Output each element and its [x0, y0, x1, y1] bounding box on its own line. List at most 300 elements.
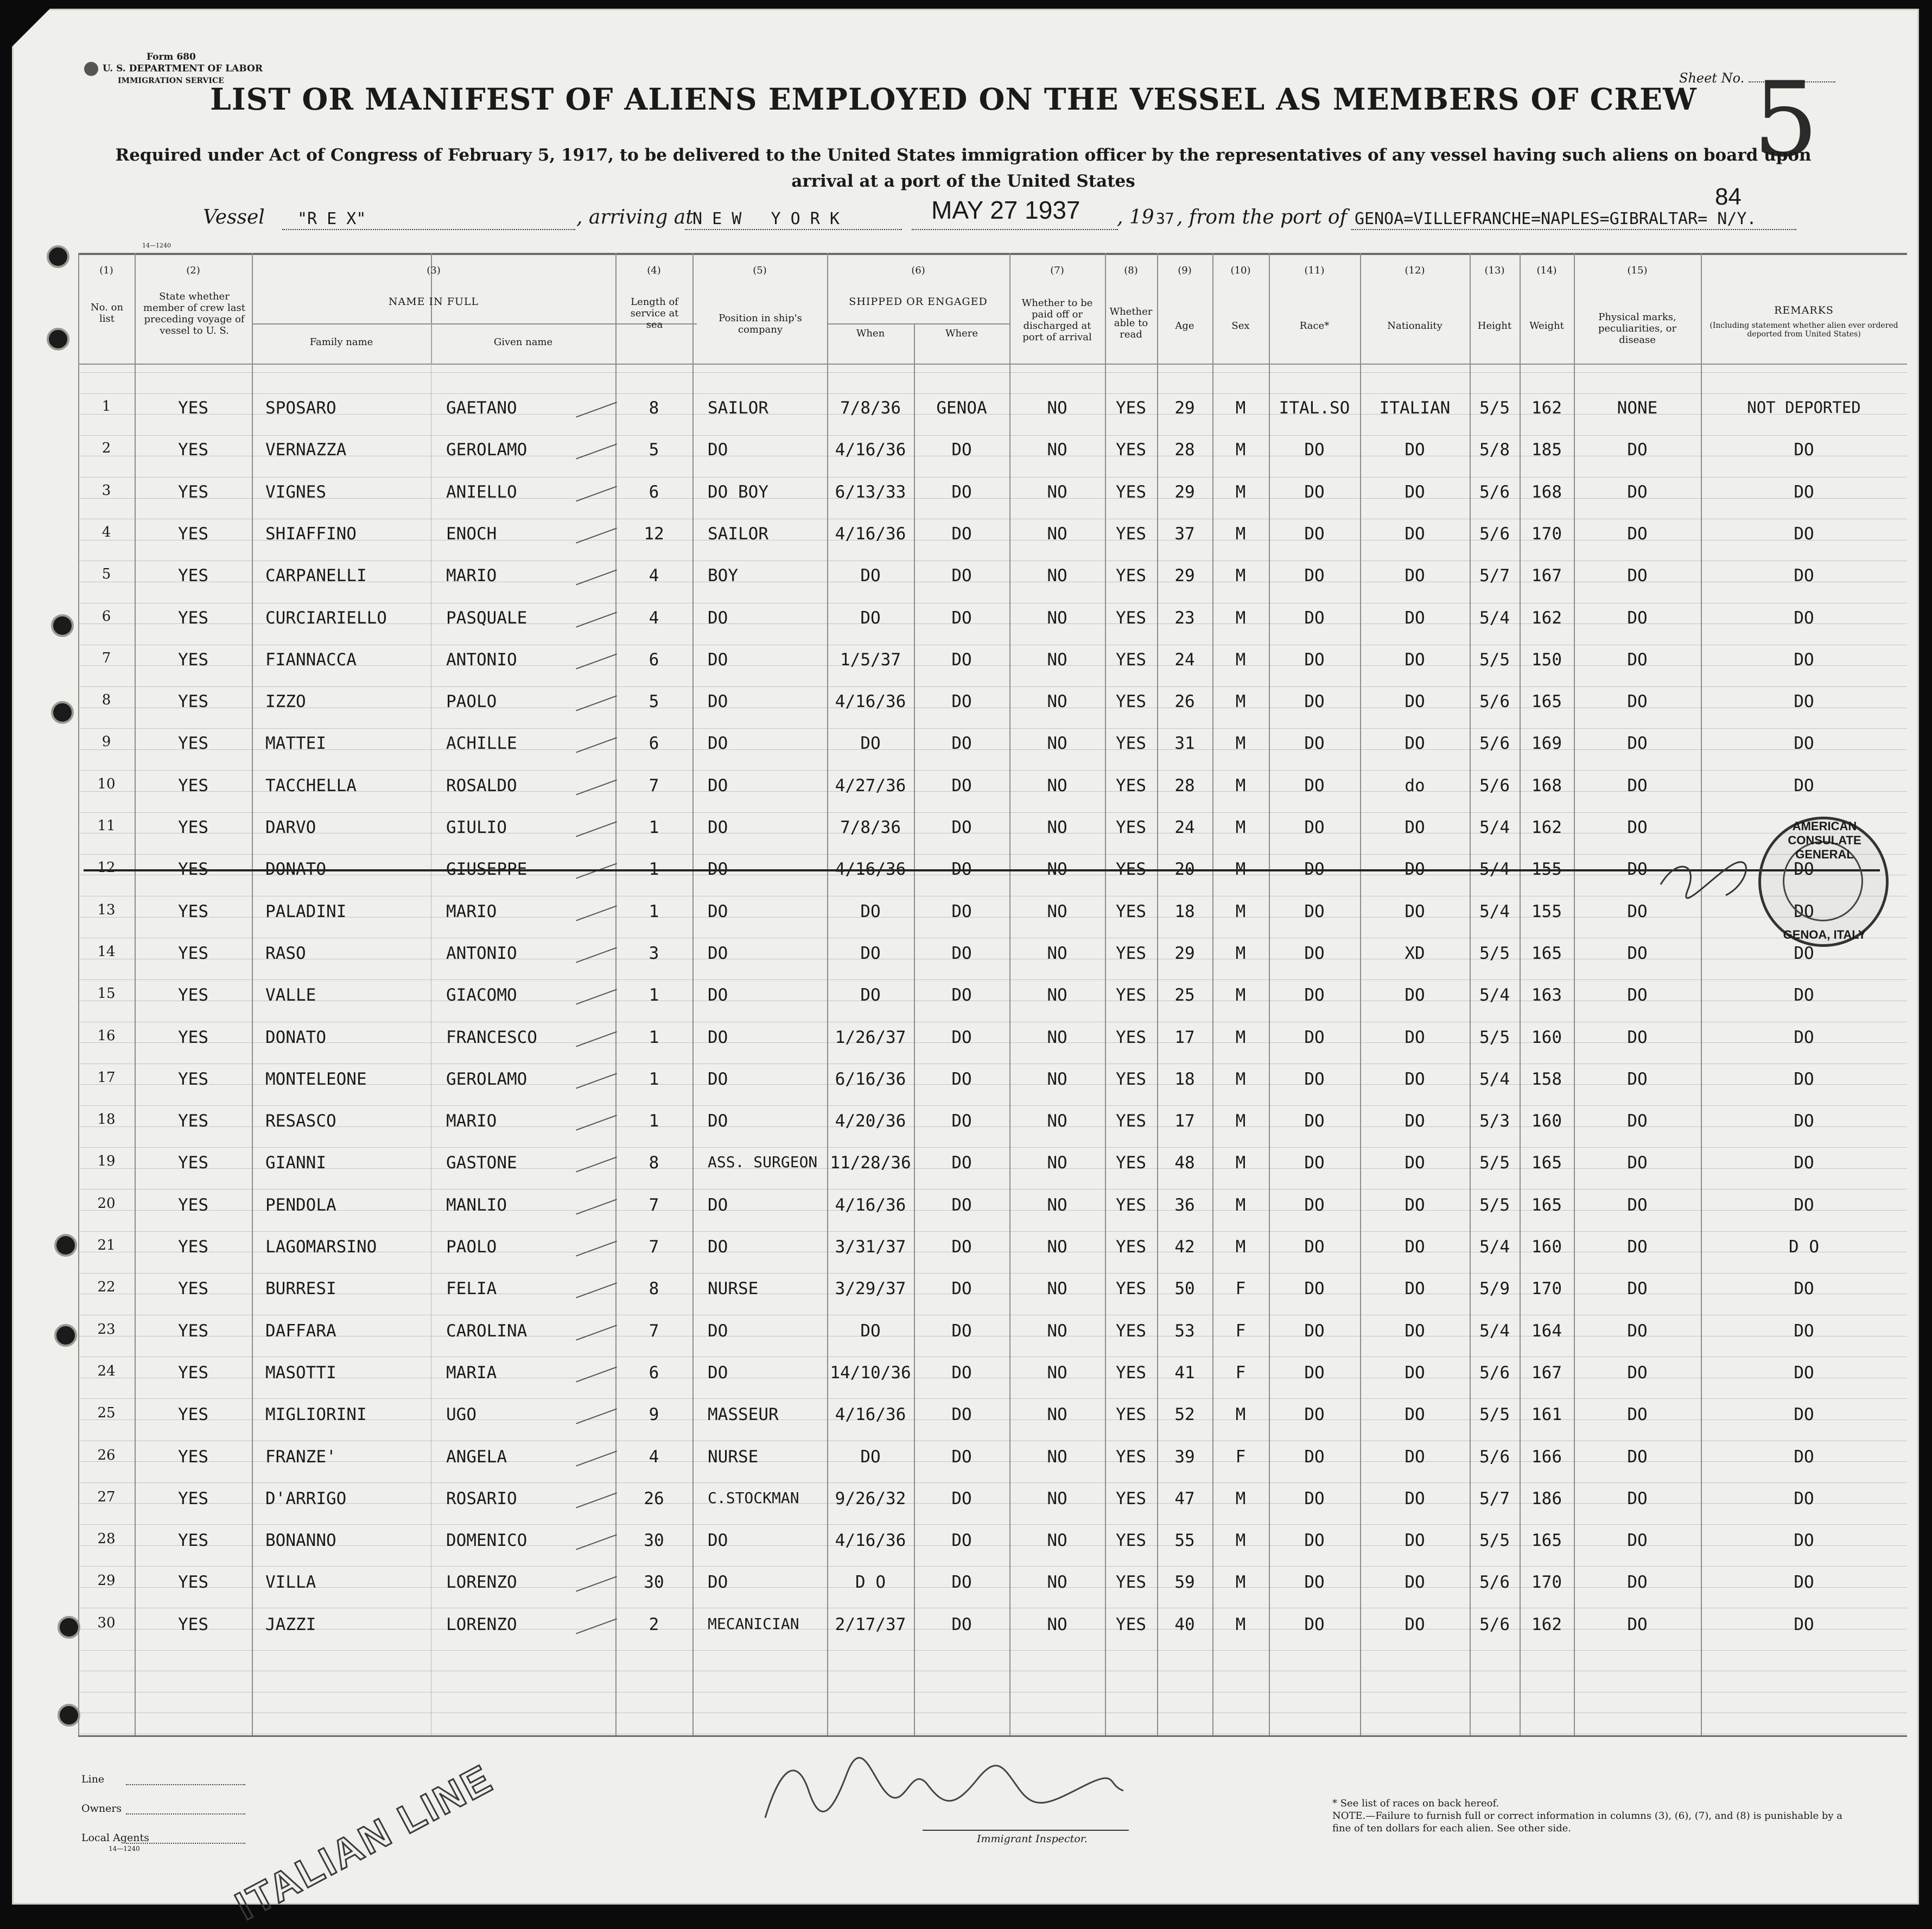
- service-length-cell: 1: [649, 901, 659, 921]
- last-voyage-cell: YES: [178, 524, 208, 544]
- age-cell: 23: [1174, 608, 1195, 628]
- age-cell: 17: [1174, 1111, 1195, 1131]
- sex-cell: M: [1235, 1195, 1246, 1215]
- row-number: 25: [97, 1405, 116, 1422]
- sex-cell: M: [1235, 1488, 1246, 1508]
- remarks-cell: DO: [1794, 1027, 1814, 1047]
- able-to-read-cell: YES: [1116, 566, 1146, 586]
- table-row: [78, 1028, 1907, 1049]
- age-cell: 29: [1174, 398, 1195, 418]
- col-nationality: Nationality: [1387, 320, 1442, 332]
- race-cell: DO: [1304, 650, 1325, 670]
- table-row: [78, 1321, 1907, 1343]
- remarks-cell: DO: [1794, 1069, 1814, 1089]
- shipped-when-cell: 6/13/33: [835, 482, 906, 502]
- weight-cell: 186: [1531, 1488, 1562, 1508]
- last-voyage-cell: YES: [178, 1573, 208, 1593]
- position-cell: DO: [708, 901, 728, 921]
- given-name-cell: ANIELLO: [446, 482, 517, 502]
- able-to-read-cell: YES: [1116, 398, 1146, 418]
- col-given-name: Given name: [493, 336, 553, 348]
- shipped-when-cell: 7/8/36: [840, 818, 901, 837]
- col-number: (6): [911, 265, 925, 276]
- arriving-label: , arriving at: [576, 206, 694, 228]
- col-number: (4): [647, 265, 661, 276]
- col-number: (14): [1536, 265, 1557, 276]
- shipped-when-cell: D O: [855, 1573, 886, 1593]
- paid-off-cell: NO: [1047, 1195, 1067, 1215]
- weight-cell: 169: [1531, 734, 1562, 754]
- shipped-where-cell: DO: [951, 566, 972, 586]
- given-name-cell: MARIO: [446, 901, 497, 921]
- owners-label: Owners: [81, 1803, 122, 1815]
- shipped-where-cell: DO: [951, 650, 972, 670]
- weight-cell: 162: [1531, 398, 1562, 418]
- footer-form-code: 14—1240: [109, 1845, 140, 1852]
- remarks-cell: DO: [1794, 440, 1814, 460]
- shipped-when-cell: 4/16/36: [835, 692, 906, 712]
- age-cell: 29: [1174, 566, 1195, 586]
- service-length-cell: 8: [649, 1153, 659, 1173]
- service-length-cell: 26: [644, 1488, 664, 1508]
- physical-marks-cell: DO: [1627, 566, 1648, 586]
- sex-cell: M: [1235, 1573, 1246, 1593]
- position-cell: DO: [708, 1573, 728, 1593]
- weight-cell: 162: [1531, 818, 1562, 837]
- family-name-cell: PALADINI: [265, 901, 347, 921]
- position-cell: DO: [708, 1069, 728, 1089]
- able-to-read-cell: YES: [1116, 608, 1146, 628]
- shipped-where-cell: DO: [951, 1531, 972, 1551]
- row-number: 8: [101, 692, 111, 709]
- nationality-cell: DO: [1404, 1614, 1425, 1634]
- punch-hole: [54, 1234, 77, 1257]
- position-cell: DO: [708, 860, 728, 880]
- weight-cell: 160: [1531, 1111, 1562, 1131]
- given-name-cell: FELIA: [446, 1279, 497, 1299]
- crew-table: [78, 253, 1907, 1735]
- punch-hole: [54, 1324, 77, 1347]
- table-row: [78, 1573, 1907, 1594]
- race-cell: DO: [1304, 440, 1325, 460]
- table-row: [78, 398, 1907, 420]
- family-name-cell: MASOTTI: [265, 1363, 336, 1383]
- remarks-cell: DO: [1794, 985, 1814, 1005]
- able-to-read-cell: YES: [1116, 1405, 1146, 1425]
- last-voyage-cell: YES: [178, 1614, 208, 1634]
- able-to-read-cell: YES: [1116, 734, 1146, 754]
- weight-cell: 155: [1531, 860, 1562, 880]
- able-to-read-cell: YES: [1116, 818, 1146, 837]
- physical-marks-cell: DO: [1627, 1279, 1648, 1299]
- age-cell: 53: [1174, 1321, 1195, 1341]
- family-name-cell: DARVO: [265, 818, 316, 837]
- table-row: [78, 944, 1907, 965]
- department-name: U. S. DEPARTMENT OF LABOR: [103, 63, 263, 74]
- col-length-of-service: Length of service at sea: [630, 296, 679, 330]
- position-cell: ASS. SURGEON: [708, 1153, 818, 1172]
- height-cell: 5/6: [1479, 1614, 1510, 1634]
- family-name-cell: SHIAFFINO: [265, 524, 357, 544]
- shipped-where-cell: DO: [951, 985, 972, 1005]
- service-length-cell: 7: [649, 775, 659, 795]
- remarks-cell: DO: [1794, 1447, 1814, 1467]
- physical-marks-cell: DO: [1627, 1488, 1648, 1508]
- race-cell: DO: [1304, 1321, 1325, 1341]
- position-cell: DO: [708, 1027, 728, 1047]
- inspector-label: Immigrant Inspector.: [977, 1833, 1088, 1845]
- sex-cell: F: [1235, 1279, 1246, 1299]
- row-number: 23: [97, 1321, 116, 1338]
- col-weight: Weight: [1529, 320, 1564, 332]
- remarks-cell: DO: [1794, 608, 1814, 628]
- punch-hole: [51, 701, 74, 724]
- row-number: 3: [101, 482, 111, 499]
- position-cell: DO: [708, 775, 728, 795]
- physical-marks-cell: DO: [1627, 524, 1648, 544]
- height-cell: 5/5: [1479, 398, 1510, 418]
- weight-cell: 163: [1531, 985, 1562, 1005]
- height-cell: 5/6: [1479, 482, 1510, 502]
- shipped-when-cell: 3/29/37: [835, 1279, 906, 1299]
- service-length-cell: 6: [649, 1363, 659, 1383]
- service-length-cell: 5: [649, 440, 659, 460]
- given-name-cell: MARIO: [446, 566, 497, 586]
- race-cell: DO: [1304, 1573, 1325, 1593]
- sex-cell: M: [1235, 943, 1246, 963]
- shipped-when-cell: DO: [860, 901, 881, 921]
- height-cell: 5/5: [1479, 1531, 1510, 1551]
- weight-cell: 167: [1531, 1363, 1562, 1383]
- position-cell: DO: [708, 440, 728, 460]
- row-number: 28: [97, 1531, 116, 1548]
- position-cell: DO: [708, 1195, 728, 1215]
- able-to-read-cell: YES: [1116, 1447, 1146, 1467]
- shipped-when-cell: 1/26/37: [835, 1027, 906, 1047]
- remarks-cell: DO: [1794, 1488, 1814, 1508]
- service-length-cell: 1: [649, 985, 659, 1005]
- height-cell: 5/6: [1479, 734, 1510, 754]
- shipped-when-cell: DO: [860, 566, 881, 586]
- position-cell: DO: [708, 650, 728, 670]
- table-row: [78, 1111, 1907, 1133]
- col-height: Height: [1477, 320, 1512, 332]
- remarks-cell: DO: [1794, 1363, 1814, 1383]
- shipped-when-cell: DO: [860, 1447, 881, 1467]
- remarks-cell: D O: [1789, 1237, 1819, 1257]
- physical-marks-cell: DO: [1627, 608, 1648, 628]
- given-name-cell: DOMENICO: [446, 1531, 528, 1551]
- able-to-read-cell: YES: [1116, 1488, 1146, 1508]
- remarks-cell: DO: [1794, 524, 1814, 544]
- last-voyage-cell: YES: [178, 860, 208, 880]
- family-name-cell: BURRESI: [265, 1279, 336, 1299]
- shipped-when-cell: 4/16/36: [835, 1531, 906, 1551]
- line-label: Line: [81, 1773, 105, 1785]
- family-name-cell: VALLE: [265, 985, 316, 1005]
- sex-cell: M: [1235, 1237, 1246, 1257]
- paid-off-cell: NO: [1047, 1153, 1067, 1173]
- shipped-where-cell: DO: [951, 524, 972, 544]
- age-cell: 18: [1174, 901, 1195, 921]
- nationality-cell: DO: [1404, 1321, 1425, 1341]
- col-shipped-or-engaged: SHIPPED OR ENGAGED: [849, 296, 988, 308]
- table-row: [78, 1363, 1907, 1385]
- able-to-read-cell: YES: [1116, 524, 1146, 544]
- paid-off-cell: NO: [1047, 1405, 1067, 1425]
- able-to-read-cell: YES: [1116, 482, 1146, 502]
- row-number: 17: [97, 1069, 116, 1086]
- row-number: 6: [101, 608, 111, 625]
- height-cell: 5/5: [1479, 650, 1510, 670]
- weight-cell: 170: [1531, 1573, 1562, 1593]
- sex-cell: M: [1235, 1111, 1246, 1131]
- given-name-cell: GASTONE: [446, 1153, 517, 1173]
- vessel-name: "R E X": [297, 209, 366, 228]
- last-voyage-cell: YES: [178, 566, 208, 586]
- position-cell: SAILOR: [708, 524, 768, 544]
- nationality-cell: DO: [1404, 1447, 1425, 1467]
- position-cell: NURSE: [708, 1279, 759, 1299]
- sex-cell: M: [1235, 524, 1246, 544]
- nationality-cell: do: [1404, 775, 1425, 795]
- height-cell: 5/6: [1479, 524, 1510, 544]
- paid-off-cell: NO: [1047, 943, 1067, 963]
- position-cell: C.STOCKMAN: [708, 1488, 799, 1507]
- height-cell: 5/3: [1479, 1111, 1510, 1131]
- last-voyage-cell: YES: [178, 1111, 208, 1131]
- able-to-read-cell: YES: [1116, 1153, 1146, 1173]
- family-name-cell: CURCIARIELLO: [265, 608, 387, 628]
- able-to-read-cell: YES: [1116, 860, 1146, 880]
- height-cell: 5/4: [1479, 901, 1510, 921]
- able-to-read-cell: YES: [1116, 1363, 1146, 1383]
- able-to-read-cell: YES: [1116, 775, 1146, 795]
- age-cell: 52: [1174, 1405, 1195, 1425]
- service-name: IMMIGRATION SERVICE: [118, 77, 224, 85]
- able-to-read-cell: YES: [1116, 1614, 1146, 1634]
- shipped-when-cell: 14/10/36: [830, 1363, 911, 1383]
- height-cell: 5/6: [1479, 1363, 1510, 1383]
- age-cell: 25: [1174, 985, 1195, 1005]
- col-number: (2): [186, 265, 200, 276]
- given-name-cell: PAOLO: [446, 1237, 497, 1257]
- physical-marks-cell: DO: [1627, 1447, 1648, 1467]
- age-cell: 48: [1174, 1153, 1195, 1173]
- weight-cell: 168: [1531, 482, 1562, 502]
- position-cell: SAILOR: [708, 398, 768, 418]
- consulate-stamp-bottom: GENOA, ITALY: [1783, 928, 1866, 941]
- last-voyage-cell: YES: [178, 943, 208, 963]
- col-number: (5): [753, 265, 767, 276]
- shipped-when-cell: 7/8/36: [840, 398, 901, 418]
- col-able-to-read: Whether able to read: [1109, 306, 1153, 340]
- shipped-where-cell: DO: [951, 1614, 972, 1634]
- position-cell: BOY: [708, 566, 738, 586]
- paid-off-cell: NO: [1047, 985, 1067, 1005]
- paid-off-cell: NO: [1047, 1573, 1067, 1593]
- weight-cell: 161: [1531, 1405, 1562, 1425]
- given-name-cell: GEROLAMO: [446, 1069, 528, 1089]
- remarks-cell: DO: [1794, 1405, 1814, 1425]
- sex-cell: M: [1235, 775, 1246, 795]
- able-to-read-cell: YES: [1116, 1573, 1146, 1593]
- race-cell: DO: [1304, 1488, 1325, 1508]
- physical-marks-cell: DO: [1627, 943, 1648, 963]
- last-voyage-cell: YES: [178, 1405, 208, 1425]
- physical-marks-cell: DO: [1627, 1027, 1648, 1047]
- col-no-on-list: No. on list: [90, 302, 124, 324]
- nationality-cell: DO: [1404, 985, 1425, 1005]
- paid-off-cell: NO: [1047, 775, 1067, 795]
- given-name-cell: MARIO: [446, 1111, 497, 1131]
- shipped-where-cell: DO: [951, 692, 972, 712]
- col-number: (8): [1124, 265, 1138, 276]
- shipped-when-cell: 4/20/36: [835, 1111, 906, 1131]
- date-stamp: MAY 27 1937: [931, 196, 1081, 224]
- physical-marks-cell: DO: [1627, 775, 1648, 795]
- sex-cell: M: [1235, 566, 1246, 586]
- age-cell: 24: [1174, 818, 1195, 837]
- nationality-cell: DO: [1404, 1405, 1425, 1425]
- weight-cell: 160: [1531, 1237, 1562, 1257]
- race-cell: DO: [1304, 524, 1325, 544]
- col-number: (7): [1050, 265, 1064, 276]
- age-cell: 29: [1174, 943, 1195, 963]
- paid-off-cell: NO: [1047, 1111, 1067, 1131]
- family-name-cell: RESASCO: [265, 1111, 336, 1131]
- shipped-where-cell: DO: [951, 1279, 972, 1299]
- nationality-cell: XD: [1404, 943, 1425, 963]
- year-prefix: , 19: [1117, 206, 1154, 228]
- sex-cell: M: [1235, 1614, 1246, 1634]
- given-name-cell: MARIA: [446, 1363, 497, 1383]
- paid-off-cell: NO: [1047, 1321, 1067, 1341]
- remarks-cell: DO: [1794, 1279, 1814, 1299]
- col-number: (13): [1484, 265, 1505, 276]
- nationality-cell: DO: [1404, 1279, 1425, 1299]
- weight-cell: 165: [1531, 943, 1562, 963]
- race-cell: DO: [1304, 1279, 1325, 1299]
- row-number: 21: [97, 1237, 116, 1253]
- service-length-cell: 6: [649, 482, 659, 502]
- service-length-cell: 1: [649, 1027, 659, 1047]
- shipped-when-cell: 4/16/36: [835, 524, 906, 544]
- family-name-cell: VILLA: [265, 1573, 316, 1593]
- nationality-cell: DO: [1404, 1111, 1425, 1131]
- shipped-where-cell: DO: [951, 1153, 972, 1173]
- row-number: 10: [97, 775, 116, 792]
- nationality-cell: DO: [1404, 901, 1425, 921]
- footer-note: [1332, 1797, 1842, 1835]
- given-name-cell: FRANCESCO: [446, 1027, 537, 1047]
- family-name-cell: FIANNACCA: [265, 650, 357, 670]
- paid-off-cell: NO: [1047, 1363, 1067, 1383]
- shipped-where-cell: DO: [951, 1405, 972, 1425]
- shipped-where-cell: DO: [951, 1237, 972, 1257]
- table-row: [78, 482, 1907, 504]
- sex-cell: M: [1235, 1069, 1246, 1089]
- sex-cell: M: [1235, 818, 1246, 837]
- height-cell: 5/4: [1479, 1321, 1510, 1341]
- col-where: Where: [945, 328, 978, 339]
- service-length-cell: 3: [649, 943, 659, 963]
- paid-off-cell: NO: [1047, 818, 1067, 837]
- local-agents-label: Local Agents: [81, 1832, 149, 1844]
- page-number: 84: [1715, 183, 1742, 210]
- shipped-where-cell: DO: [951, 860, 972, 880]
- shipped-when-cell: 4/16/36: [835, 1195, 906, 1215]
- table-row: [78, 1447, 1907, 1469]
- race-cell: DO: [1304, 1447, 1325, 1467]
- paid-off-cell: NO: [1047, 692, 1067, 712]
- shipped-where-cell: DO: [951, 1321, 972, 1341]
- given-name-cell: GEROLAMO: [446, 440, 528, 460]
- race-cell: DO: [1304, 1531, 1325, 1551]
- row-number: 1: [101, 398, 111, 415]
- last-voyage-cell: YES: [178, 398, 208, 418]
- race-cell: DO: [1304, 734, 1325, 754]
- remarks-cell: DO: [1794, 566, 1814, 586]
- race-cell: DO: [1304, 1363, 1325, 1383]
- family-name-cell: GIANNI: [265, 1153, 326, 1173]
- table-row: [78, 1237, 1907, 1259]
- row-number: 15: [97, 985, 116, 1002]
- shipped-where-cell: DO: [951, 1069, 972, 1089]
- family-name-cell: DONATO: [265, 1027, 326, 1047]
- row-number: 27: [97, 1488, 116, 1505]
- weight-cell: 162: [1531, 608, 1562, 628]
- age-cell: 37: [1174, 524, 1195, 544]
- given-name-cell: PASQUALE: [446, 608, 528, 628]
- given-name-cell: ENOCH: [446, 524, 497, 544]
- given-name-cell: ANTONIO: [446, 943, 517, 963]
- given-name-cell: ANTONIO: [446, 650, 517, 670]
- race-cell: DO: [1304, 985, 1325, 1005]
- shipped-where-cell: DO: [951, 1111, 972, 1131]
- given-name-cell: GAETANO: [446, 398, 517, 418]
- race-cell: DO: [1304, 860, 1325, 880]
- able-to-read-cell: YES: [1116, 440, 1146, 460]
- race-cell: DO: [1304, 818, 1325, 837]
- service-length-cell: 7: [649, 1237, 659, 1257]
- paid-off-cell: NO: [1047, 1488, 1067, 1508]
- race-cell: DO: [1304, 482, 1325, 502]
- service-length-cell: 12: [644, 524, 664, 544]
- last-voyage-cell: YES: [178, 1321, 208, 1341]
- fine-note: NOTE.—Failure to furnish full or correct information in columns (3), (6), (7), and (8) is punishable by a fine of ten dollars for each alien. See other side.: [1332, 1810, 1842, 1834]
- weight-cell: 168: [1531, 775, 1562, 795]
- shipped-when-cell: 4/16/36: [835, 860, 906, 880]
- shipped-when-cell: 4/16/36: [835, 1405, 906, 1425]
- family-name-cell: IZZO: [265, 692, 306, 712]
- height-cell: 5/9: [1479, 1279, 1510, 1299]
- weight-cell: 160: [1531, 1027, 1562, 1047]
- paid-off-cell: NO: [1047, 608, 1067, 628]
- table-row: [78, 608, 1907, 630]
- row-number: 2: [101, 440, 111, 457]
- able-to-read-cell: YES: [1116, 1027, 1146, 1047]
- remarks-cell: DO: [1794, 901, 1814, 921]
- table-row: [78, 1195, 1907, 1217]
- age-cell: 18: [1174, 1069, 1195, 1089]
- last-voyage-cell: YES: [178, 1488, 208, 1508]
- remarks-cell: DO: [1794, 1614, 1814, 1634]
- race-cell: DO: [1304, 1153, 1325, 1173]
- paid-off-cell: NO: [1047, 1069, 1067, 1089]
- col-number: (15): [1627, 265, 1648, 276]
- service-length-cell: 6: [649, 650, 659, 670]
